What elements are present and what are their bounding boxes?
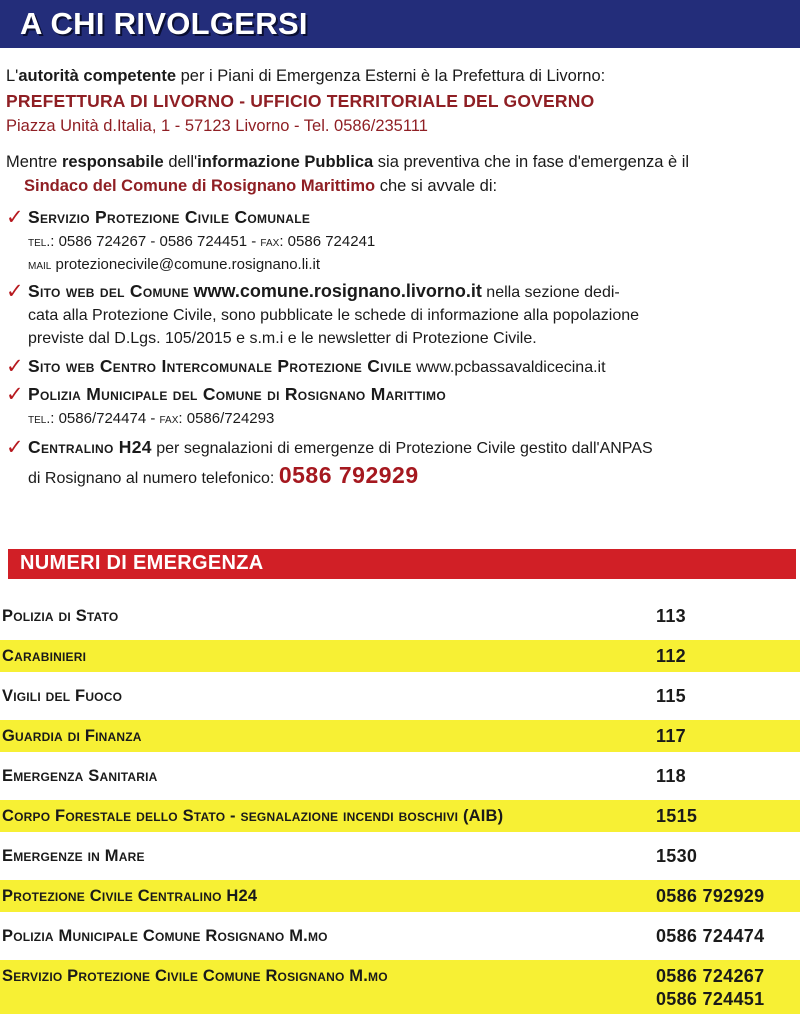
contact-item-sito-centro (6, 355, 796, 379)
table-row (0, 760, 800, 800)
row-number: 112 (656, 646, 686, 666)
row-number-secondary: 0586 724451 (656, 989, 765, 1009)
tel-value: : 0586 724267 - 0586 724451 - (50, 233, 261, 250)
row-name: Emergenze in Mare (2, 847, 145, 865)
responsible-line-1 (6, 150, 796, 174)
emergency-table (0, 600, 800, 1014)
row-number: 0586 792929 (656, 886, 765, 906)
row-name: Emergenza Sanitaria (2, 767, 158, 785)
checkmark-icon: ✓ (6, 355, 24, 378)
centro-url-link[interactable]: www.pcbassavaldicecina.it (411, 359, 606, 376)
contact-desc: cata alla Protezione Civile, sono pubblicate le schede di informazione alla popolazione (28, 307, 640, 324)
row-number: 1530 (656, 846, 698, 866)
contact-desc: per segnalazioni di emergenze di Protezione Civile gestito dall'ANPAS (151, 440, 653, 457)
checkmark-icon: ✓ (6, 383, 24, 406)
para-bold-2: informazione Pubblica (197, 153, 374, 171)
table-row (0, 840, 800, 880)
para-post-2: che si avvale di: (375, 177, 498, 195)
checkmark-icon: ✓ (6, 206, 24, 229)
table-row (0, 720, 800, 752)
fax-value: : 0586 724241 (279, 233, 376, 250)
contact-title: Servizio Protezione Civile Comunale (28, 207, 311, 227)
row-number: 118 (656, 766, 686, 786)
para-bold-1: responsabile (61, 153, 164, 171)
row-number: 0586 724474 (656, 926, 765, 946)
intro-line (6, 64, 796, 89)
row-number: 115 (656, 686, 686, 706)
fax-label: fax (260, 233, 280, 249)
table-row (0, 640, 800, 672)
fax-label: fax (159, 410, 179, 426)
checkmark-icon: ✓ (6, 280, 24, 303)
contact-desc: di Rosignano al numero telefonico: (28, 470, 279, 487)
table-row (0, 920, 800, 960)
table-row (0, 680, 800, 720)
page-title: A CHI RIVOLGERSI (20, 6, 308, 41)
row-name: Vigili del Fuoco (2, 687, 123, 705)
intro-pre: L' (6, 67, 19, 85)
checkmark-icon: ✓ (6, 436, 24, 459)
contact-item-sito-comune (6, 280, 796, 350)
contact-title: Polizia Municipale del Comune di Rosignano Marittimo (28, 384, 446, 404)
fax-value: : 0586/724293 (178, 410, 275, 427)
row-number: 1515 (656, 806, 698, 826)
contact-phones (28, 407, 796, 430)
intro-bold: autorità competente (18, 67, 177, 85)
table-row (0, 800, 800, 832)
para-mid: dell' (163, 153, 198, 171)
contact-desc: previste dal D.Lgs. 105/2015 e s.m.i e le newsletter di Protezione Civile. (28, 330, 537, 347)
row-name: Servizio Protezione Civile Comune Rosignano M.mo (2, 967, 388, 985)
mail-link[interactable]: protezionecivile@comune.rosignano.li.it (51, 256, 321, 273)
row-number: 113 (656, 606, 686, 626)
responsible-paragraph (6, 150, 796, 198)
contact-title: Sito web Centro Intercomunale Protezione Civile (28, 356, 412, 376)
header-bar (0, 0, 800, 48)
row-name: Protezione Civile Centralino H24 (2, 887, 258, 905)
row-name: Polizia di Stato (2, 607, 119, 625)
tel-value: : 0586/724474 - (50, 410, 160, 427)
responsible-line-2 (6, 174, 796, 198)
mail-label: mail (28, 256, 52, 272)
row-name: Polizia Municipale Comune Rosignano M.mo (2, 927, 328, 945)
para-post-1: sia preventiva che in fase d'emergenza è il (373, 153, 690, 171)
table-row (0, 880, 800, 912)
sindaco-label: Sindaco del Comune di Rosignano Marittimo (24, 177, 376, 195)
table-row (0, 960, 800, 1014)
table-row (0, 600, 800, 640)
row-name: Guardia di Finanza (2, 727, 142, 745)
intro-post: per i Piani di Emergenza Esterni è la Prefettura di Livorno: (176, 67, 606, 85)
contact-desc: nella sezione dedi- (481, 284, 620, 301)
contact-title: Centralino H24 (28, 437, 152, 457)
row-name: Corpo Forestale dello Stato - segnalazione incendi boschivi (AIB) (2, 807, 504, 825)
contact-item-protezione-civile (6, 206, 796, 276)
intro-section (6, 64, 796, 139)
tel-label: tel. (28, 410, 51, 426)
emergency-title: NUMERI DI EMERGENZA (20, 552, 264, 574)
contact-item-polizia-municipale (6, 383, 796, 430)
prefettura-heading: PREFETTURA DI LIVORNO - UFFICIO TERRITORIALE DEL GOVERNO (6, 91, 595, 111)
row-number: 0586 724267 (656, 966, 765, 986)
row-number: 117 (656, 726, 686, 746)
contact-mail (28, 253, 796, 276)
row-name: Carabinieri (2, 647, 87, 665)
tel-label: tel. (28, 233, 51, 249)
contact-item-centralino (6, 436, 796, 494)
contact-title: Sito web del Comune (28, 281, 190, 301)
para-pre: Mentre (6, 153, 62, 171)
contact-phones (28, 230, 796, 253)
comune-url-link[interactable]: www.comune.rosignano.livorno.it (193, 281, 482, 301)
prefettura-address: Piazza Unità d.Italia, 1 - 57123 Livorno - Tel. 0586/235111 (6, 117, 428, 135)
centralino-phone: 0586 792929 (278, 462, 419, 488)
emergency-header-bar (8, 549, 796, 579)
contact-list (6, 206, 796, 494)
